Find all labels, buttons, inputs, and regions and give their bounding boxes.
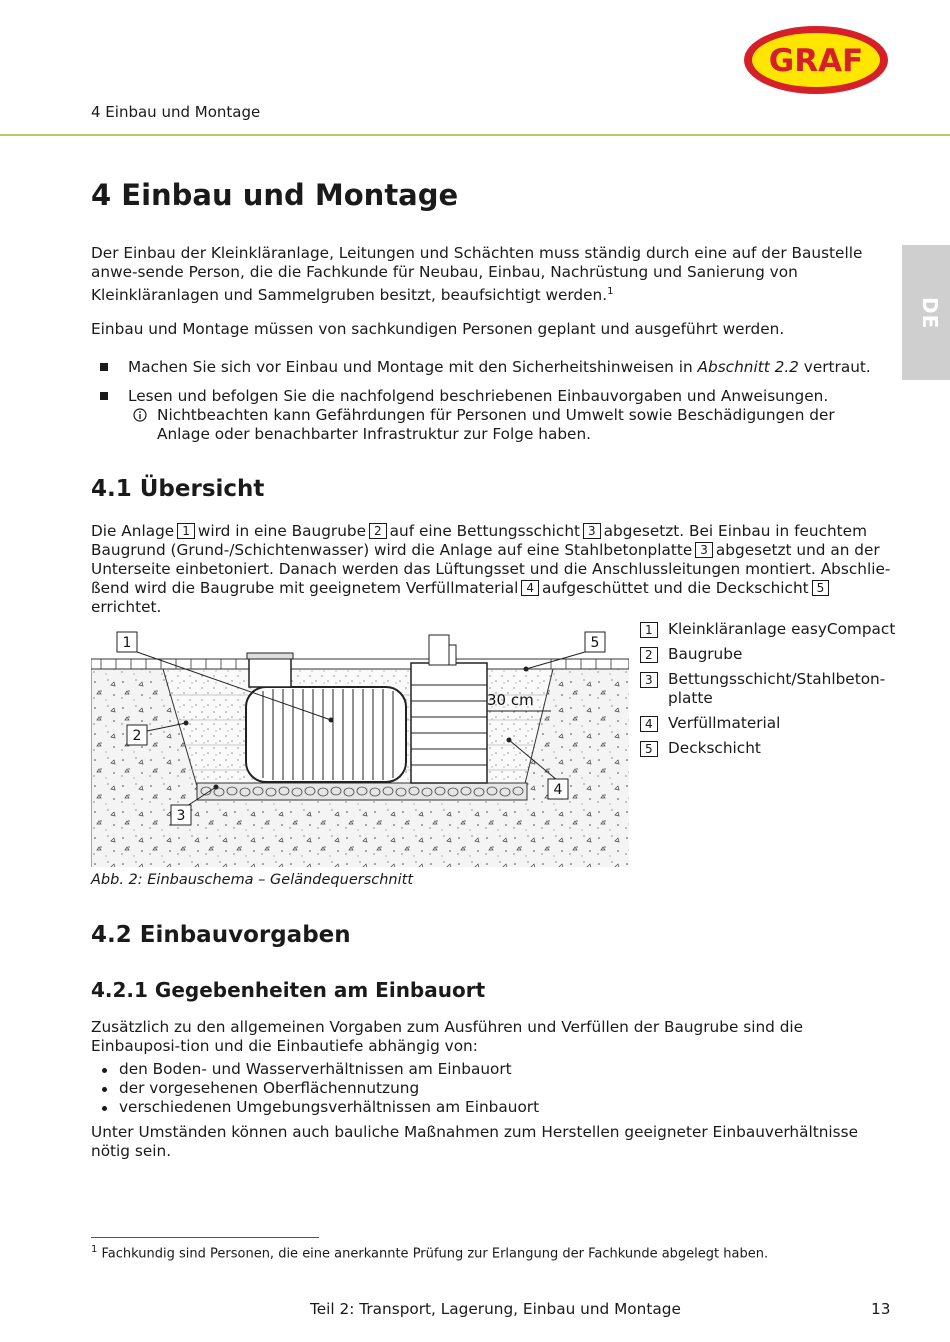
requirements-paragraph: Zusätzlich zu den allgemeinen Vorgaben zum Ausführen und Verfüllen der Baugrube sind die Einbauposi-tion und die Einbautiefe abhängig von:: [91, 1018, 804, 1055]
ref-box: 3: [583, 523, 601, 539]
running-header: 4 Einbau und Montage: [91, 103, 261, 121]
legend-item: 2 Baugrube: [640, 645, 900, 664]
chapter-title: 4 Einbau und Montage: [91, 178, 459, 212]
intro-paragraph: [91, 244, 891, 305]
list-item: den Boden- und Wasserverhältnissen am Einbauort: [91, 1060, 891, 1079]
info-note: Nichtbeachten kann Gefährdungen für Personen und Umwelt sowie Beschädigungen der Anlage oder benachbarter Infrastruktur zur Folge haben.: [157, 406, 835, 443]
list-item: der vorgesehenen Oberflächennutzung: [91, 1079, 891, 1098]
info-circle-icon: [133, 408, 147, 422]
legend-item: 4 Verfüllmaterial: [640, 714, 900, 733]
header-rule: [0, 134, 950, 136]
bullet-item-2: Lesen und befolgen Sie die nachfolgend beschriebenen Einbauvorgaben und Anweisungen.: [128, 387, 829, 405]
section-reference: Abschnitt 2.2: [697, 358, 799, 376]
ref-box: 4: [521, 580, 539, 596]
graf-logo: [742, 24, 890, 96]
language-tab[interactable]: [902, 245, 950, 380]
ref-box: 1: [177, 523, 195, 539]
dimension-label: 30 cm: [487, 691, 534, 709]
intro-text: Der Einbau der Kleinkläranlage, Leitungen und Schächten muss ständig durch eine auf der Baustelle anwe-sende Person, die die Fachkunde für Neubau, Einbau, Nachrüstung und Sanierung von Kleinkläranlagen und Sammelgruben besitzt, beaufsichtigt werden.: [91, 244, 863, 305]
footer-title: Teil 2: Transport, Lagerung, Einbau und Montage: [310, 1300, 681, 1318]
section-title-requirements: 4.2 Einbauvorgaben: [91, 922, 351, 948]
overview-paragraph: Die Anlage 1 wird in eine Baugrube 2 auf eine Bettungsschicht 3 abgesetzt. Bei Einbau in feuchtem Baugrund (Grund-/Schichtenwasser) wird die Anlage auf eine Stahlbetonplatte 3 abgesetzt und an der Unterseite einbetoniert. Danach werden das Lüftungsset und die Anschlussleitungen montiert. Abschlie-ßend wird die Baugrube mit geeignetem Verfüllmaterial 4 aufgeschüttet und die Deckschicht 5errichtet.: [91, 522, 891, 616]
bedding-layer: [197, 783, 527, 800]
legend-item: 5 Deckschicht: [640, 739, 900, 758]
installation-diagram: [91, 625, 629, 867]
footnote-rule: [91, 1237, 319, 1238]
ref-box: 5: [812, 580, 830, 596]
ref-box: 3: [695, 542, 713, 558]
callout-2: 2: [132, 728, 142, 744]
subsection-title: 4.2.1 Gegebenheiten am Einbauort: [91, 978, 486, 1002]
bullet-item-1: Machen Sie sich vor Einbau und Montage mit den Sicherheitshinweisen in Abschnitt 2.2 vertraut.: [128, 358, 871, 376]
bullet-square: [100, 392, 108, 400]
tank-body: [246, 687, 406, 782]
footnote-ref: 1: [607, 286, 614, 297]
bullet-square: [100, 363, 108, 371]
figure-legend: [640, 620, 900, 764]
ref-box: 2: [369, 523, 387, 539]
requirements-list: [91, 1060, 891, 1117]
callout-4: 4: [553, 782, 563, 798]
logo-text: GRAF: [768, 43, 864, 79]
legend-item: 1 Kleinkläranlage easyCompact: [640, 620, 900, 639]
list-item: verschiedenen Umgebungsverhältnissen am Einbauort: [91, 1098, 891, 1117]
callout-3: 3: [176, 808, 186, 824]
legend-item: 3 Bettungsschicht/Stahlbeton-platte: [640, 670, 900, 708]
intro-paragraph-2: Einbau und Montage müssen von sachkundigen Personen geplant und ausgeführt werden.: [91, 320, 785, 338]
callout-5: 5: [590, 635, 600, 651]
figure-caption: Abb. 2: Einbauschema – Geländequerschnitt: [91, 872, 414, 888]
page-number: 13: [871, 1300, 891, 1318]
language-tab-label: DE: [918, 297, 942, 330]
callout-1: 1: [122, 635, 132, 651]
requirements-paragraph-2: Unter Umständen können auch bauliche Maßnahmen zum Herstellen geeigneter Einbauverhältnisse nötig sein.: [91, 1123, 859, 1160]
section-title-overview: 4.1 Übersicht: [91, 476, 265, 502]
footnote: $^1$ Fachkundig sind Personen, die eine anerkannte Prüfung zur Erlangung der Fachkunde abgelegt haben.: [91, 1244, 769, 1262]
